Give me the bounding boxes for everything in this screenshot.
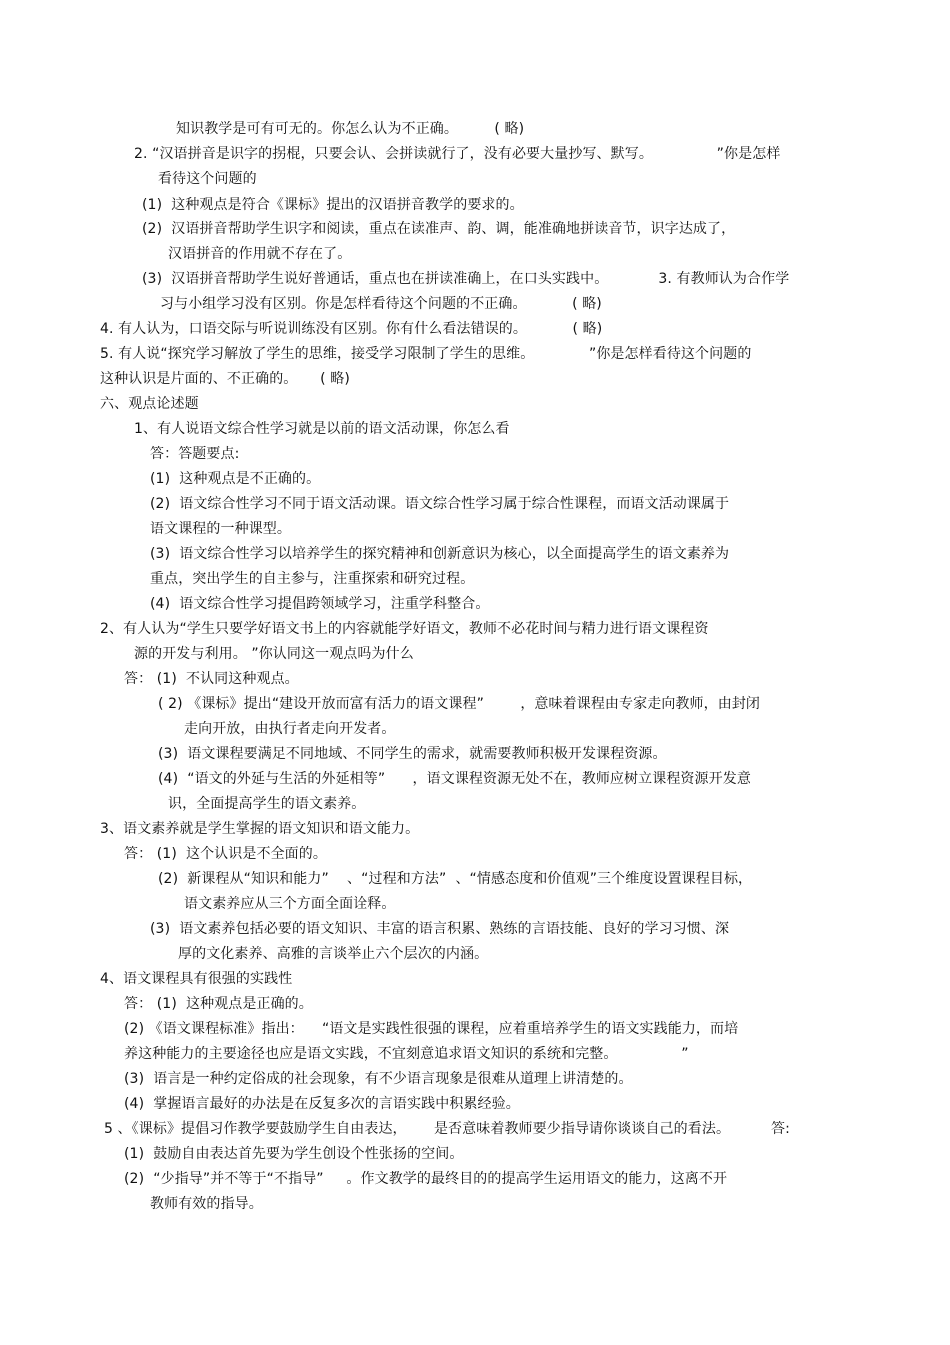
text-line: 2. “汉语拼音是识字的拐棍，只要会认、会拼读就行了，没有必要大量抄写、默写。 ”你是怎样	[134, 146, 781, 162]
text-line: 4. 有人认为，口语交际与听说训练没有区别。你有什么看法错误的。 ( 略)	[100, 321, 603, 337]
text-line: 养这种能力的主要途径也应是语文实践，不宜刻意追求语文知识的系统和完整。 ”	[124, 1046, 689, 1062]
text-line: (2) 汉语拼音帮助学生识字和阅读，重点在读准声、韵、调，能准确地拼读音节，识字达成了，	[142, 221, 736, 237]
text-line: 厚的文化素养、高雅的言谈举止六个层次的内涵。	[178, 946, 489, 962]
question-title: 3、语文素养就是学生掌握的语文知识和语文能力。	[100, 821, 420, 837]
text-line: 答： (1) 这种观点是正确的。	[124, 996, 313, 1012]
text-line: 习与小组学习没有区别。你是怎样看待这个问题的不正确。 ( 略)	[160, 296, 602, 312]
text-line: 汉语拼音的作用就不存在了。	[168, 246, 352, 262]
text-line: (1) 鼓励自由表达首先要为学生创设个性张扬的空间。	[124, 1146, 464, 1162]
text-line: (1) 这种观点是符合《课标》提出的汉语拼音教学的要求的。	[142, 197, 524, 213]
text-line: 源的开发与利用。 ”你认同这一观点吗为什么	[134, 646, 414, 662]
text-line: 语文素养应从三个方面全面诠释。	[184, 896, 396, 912]
text-line: 重点，突出学生的自主参与，注重探索和研究过程。	[150, 571, 475, 587]
question-title: 4、语文课程具有很强的实践性	[100, 971, 293, 987]
text-line: (2) 新课程从“知识和能力” 、“过程和方法” 、“情感态度和价值观”三个维度设置课程目标，	[158, 871, 753, 887]
question-title: 2、有人认为“学生只要学好语文书上的内容就能学好语文，教师不必花时间与精力进行语文课程资	[100, 621, 709, 637]
text-line: (3) 语言是一种约定俗成的社会现象，有不少语言现象是很难从道理上讲清楚的。	[124, 1071, 633, 1087]
text-line: (2) “少指导”并不等于“不指导” 。作文教学的最终目的的提高学生运用语文的能力，这离不开	[124, 1171, 728, 1187]
text-line: (2) 《语文课程标准》指出： “语文是实践性很强的课程，应着重培养学生的语文实践能力，而培	[124, 1021, 739, 1037]
text-line: ( 2) 《课标》提出“建设开放而富有活力的语文课程” ，意味着课程由专家走向教师，由封闭	[158, 696, 761, 712]
text-line: 走向开放，由执行者走向开发者。	[184, 721, 396, 737]
question-title: 1、有人说语文综合性学习就是以前的语文活动课，你怎么看	[134, 421, 510, 437]
text-line: 答： (1) 不认同这种观点。	[124, 671, 299, 687]
text-line: 答：答题要点:	[150, 446, 240, 462]
text-line: 识，全面提高学生的语文素养。	[168, 796, 366, 812]
text-line: (1) 这种观点是不正确的。	[150, 471, 321, 487]
text-line: (4) “语文的外延与生活的外延相等” ，语文课程资源无处不在，教师应树立课程资源开发意	[158, 771, 751, 787]
text-line: 看待这个问题的	[158, 171, 257, 187]
text-line: 教师有效的指导。	[150, 1196, 263, 1212]
text-line: (3) 语文课程要满足不同地域、不同学生的需求，就需要教师积极开发课程资源。	[158, 746, 667, 762]
text-line: (2) 语文综合性学习不同于语文活动课。语文综合性学习属于综合性课程，而语文活动课属于	[150, 496, 730, 512]
text-line: 这种认识是片面的、不正确的。 ( 略)	[100, 371, 350, 387]
text-line: 知识教学是可有可无的。你怎么认为不正确。 ( 略)	[176, 121, 525, 137]
text-line: 语文课程的一种课型。	[150, 521, 291, 537]
text-line: (4) 掌握语言最好的办法是在反复多次的言语实践中积累经验。	[124, 1096, 520, 1112]
text-line: (3) 语文综合性学习以培养学生的探究精神和创新意识为核心，以全面提高学生的语文素养为	[150, 546, 730, 562]
text-line: (4) 语文综合性学习提倡跨领域学习，注重学科整合。	[150, 596, 490, 612]
text-line: 答： (1) 这个认识是不全面的。	[124, 846, 327, 862]
text-line: (3) 汉语拼音帮助学生说好普通话，重点也在拼读准确上，在口头实践中。 3. 有教师认为合作学	[142, 271, 790, 287]
question-title: 5 、《课标》提倡习作教学要鼓励学生自由表达， 是否意味着教师要少指导请你谈谈自己的看法。 答:	[104, 1121, 790, 1137]
text-line: 5. 有人说“探究学习解放了学生的思维，接受学习限制了学生的思维。 ”你是怎样看待这个问题的	[100, 346, 752, 362]
text-line: (3) 语文素养包括必要的语文知识、丰富的语言积累、熟练的言语技能、良好的学习习惯、深	[150, 921, 730, 937]
section-heading: 六、观点论述题	[100, 396, 199, 412]
